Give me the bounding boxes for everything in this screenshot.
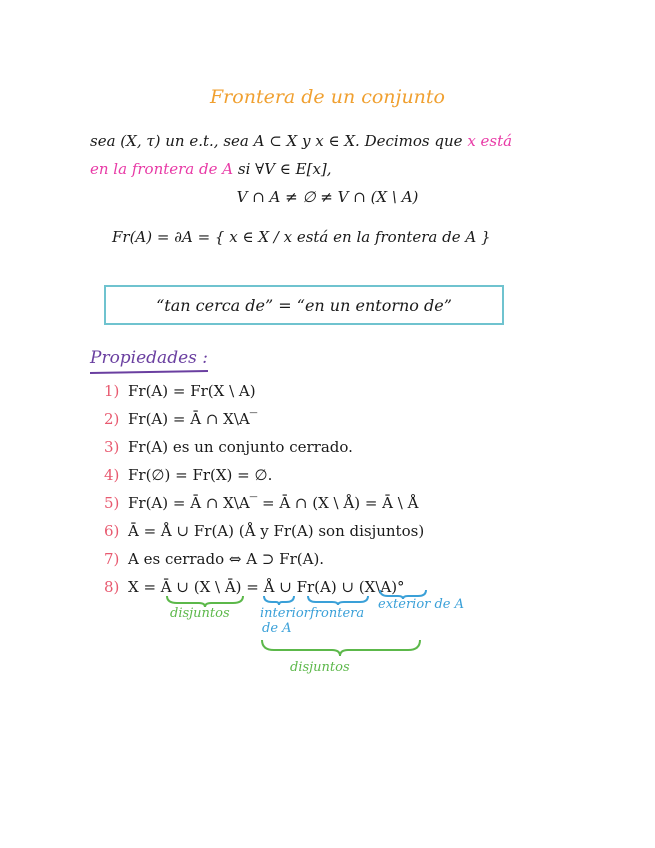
interior-brace <box>262 594 296 606</box>
property-text: X = Ā ∪ (X \ Ā) = Å ∪ Fr(A) ∪ (X\A)° <box>128 578 405 596</box>
property-number: 6) <box>104 522 120 540</box>
disjuntos-brace-bottom <box>260 638 424 658</box>
property-text: Fr(A) = Ā ∩ X\A‾ = Ā ∩ (X \ Å) = Ā \ Å <box>128 494 419 512</box>
disjuntos-label-green: disjuntos <box>170 606 230 621</box>
interior-label: interior <box>260 606 310 621</box>
property-item <box>104 466 272 484</box>
interior-de-label: de A <box>262 621 292 636</box>
property-item <box>104 522 424 540</box>
intro-line-1-text: sea (X, τ) un e.t., sea A ⊂ X y x ∈ X. Decimos que <box>90 132 463 150</box>
property-text: Fr(A) = Ā ∩ X\A‾ <box>128 410 258 428</box>
quote-box <box>104 285 504 325</box>
property-number: 8) <box>104 578 120 596</box>
intro-line-2 <box>90 160 332 178</box>
property-number: 1) <box>104 382 120 400</box>
property-text: Ā = Å ∪ Fr(A) (Å y Fr(A) son disjuntos) <box>128 522 425 540</box>
property-number: 5) <box>104 494 120 512</box>
property-number: 4) <box>104 466 120 484</box>
property-number: 7) <box>104 550 120 568</box>
property-item <box>104 438 353 456</box>
property-text: Fr(A) = Fr(X \ A) <box>128 382 256 400</box>
disjuntos-label-bottom: disjuntos <box>290 660 350 675</box>
property-text: Fr(∅) = Fr(X) = ∅. <box>128 466 273 484</box>
exterior-label: exterior de A <box>378 597 465 612</box>
quote-text: “tan cerca de” = “en un entorno de” <box>156 296 452 315</box>
intro-line-2-text: si ∀V ∈ E[x], <box>237 160 332 178</box>
intro-line-1 <box>90 132 512 150</box>
frontera-label: frontera <box>310 606 365 621</box>
frontera-brace <box>306 594 370 606</box>
intro-line-1-highlight: x está <box>467 132 513 150</box>
property-number: 2) <box>104 410 120 428</box>
property-item <box>104 410 257 428</box>
condition-formula: V ∩ A ≠ ∅ ≠ V ∩ (X \ A) <box>236 188 419 206</box>
page-title: Frontera de un conjunto <box>210 86 445 108</box>
property-item <box>104 550 324 568</box>
property-text: Fr(A) es un conjunto cerrado. <box>128 438 353 456</box>
property-item <box>104 382 256 400</box>
properties-title: Propiedades : <box>90 348 208 368</box>
property-text: A es cerrado ⇔ A ⊃ Fr(A). <box>128 550 325 568</box>
intro-line-2-highlight: en la frontera de A <box>90 160 234 178</box>
property-number: 3) <box>104 438 120 456</box>
property-item <box>104 494 418 512</box>
frontier-definition: Fr(A) = ∂A = { x ∈ X / x está en la frontera de A } <box>112 228 491 246</box>
properties-title-underline <box>90 370 208 374</box>
